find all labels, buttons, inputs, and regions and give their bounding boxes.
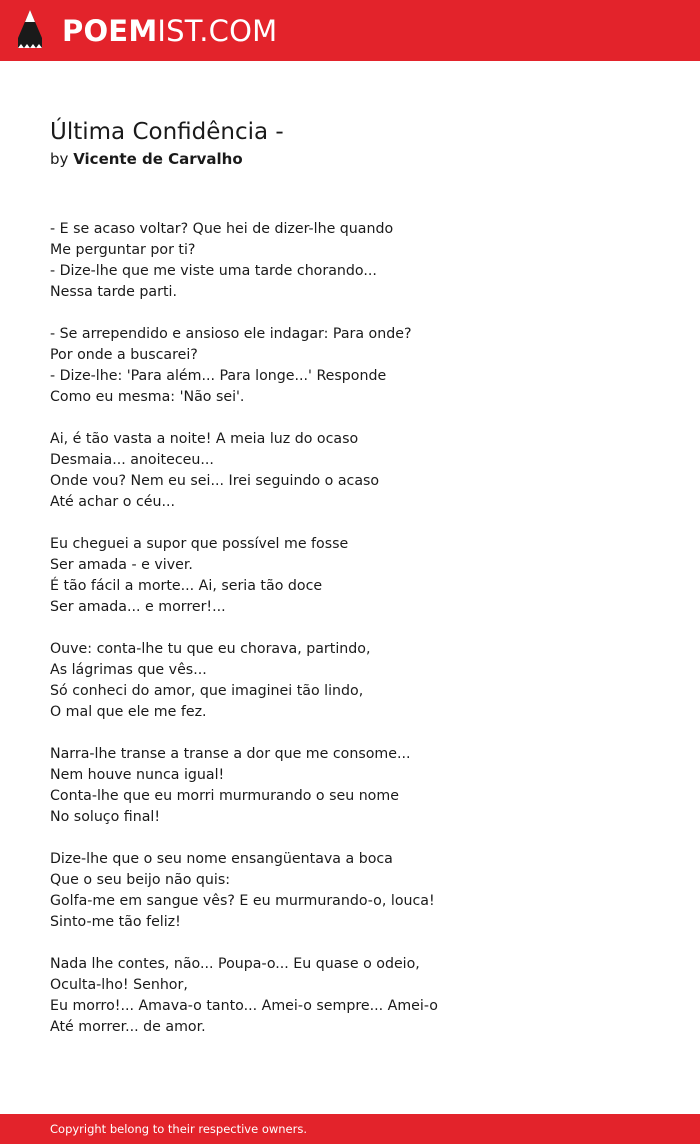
poem-line: É tão fácil a morte... Ai, seria tão doce xyxy=(50,578,323,594)
poem-line: Oculta-lho! Senhor, xyxy=(50,977,188,993)
poem-line: Que o seu beijo não quis: xyxy=(50,872,231,888)
poem-body xyxy=(50,219,670,1059)
poem-line: Nada lhe contes, não... Poupa-o... Eu quase o odeio, xyxy=(50,956,420,972)
poem-line: Dize-lhe que o seu nome ensangüentava a boca xyxy=(50,851,393,867)
poem-title: Última Confidência - xyxy=(50,119,284,145)
poem-line: Conta-lhe que eu morri murmurando o seu nome xyxy=(50,788,399,804)
poem-line: Golfa-me em sangue vês? E eu murmurando-o, louca! xyxy=(50,893,435,909)
author-name: Vicente de Carvalho xyxy=(73,150,243,168)
logo-rest-text: IST.COM xyxy=(157,14,278,48)
poem-line: Desmaia... anoiteceu... xyxy=(50,452,214,468)
stanza xyxy=(50,324,670,408)
poem-line: As lágrimas que vês... xyxy=(50,662,207,678)
stanza xyxy=(50,744,670,828)
poem-line: Por onde a buscarei? xyxy=(50,347,198,363)
site-footer xyxy=(0,1114,700,1144)
stanza xyxy=(50,534,670,618)
poem-line: Narra-lhe transe a transe a dor que me consome... xyxy=(50,746,411,762)
site-header xyxy=(0,0,700,61)
poem-line: - Se arrependido e ansioso ele indagar: Para onde? xyxy=(50,326,412,342)
stanza xyxy=(50,639,670,723)
poem-line: Onde vou? Nem eu sei... Irei seguindo o acaso xyxy=(50,473,380,489)
poem-line: Nessa tarde parti. xyxy=(50,284,177,300)
pencil-icon[interactable] xyxy=(16,8,44,54)
site-logo[interactable] xyxy=(62,14,277,48)
stanza xyxy=(50,219,670,303)
poem-line: Eu cheguei a supor que possível me fosse xyxy=(50,536,349,552)
poem-line: Só conheci do amor, que imaginei tão lindo, xyxy=(50,683,364,699)
poem-line: Eu morro!... Amava-o tanto... Amei-o sempre... Amei-o xyxy=(50,998,438,1014)
poem-line: - Dize-lhe: 'Para além... Para longe...' Responde xyxy=(50,368,387,384)
stanza xyxy=(50,849,670,933)
byline xyxy=(50,149,243,169)
poem-line: Como eu mesma: 'Não sei'. xyxy=(50,389,245,405)
poem-line: Me perguntar por ti? xyxy=(50,242,196,258)
poem-line: Ai, é tão vasta a noite! A meia luz do ocaso xyxy=(50,431,359,447)
copyright-notice: Copyright belong to their respective owners. xyxy=(50,1122,308,1136)
poem-line: Até morrer... de amor. xyxy=(50,1019,206,1035)
poem-line: O mal que ele me fez. xyxy=(50,704,207,720)
poem-line: Ouve: conta-lhe tu que eu chorava, partindo, xyxy=(50,641,371,657)
poem-line: Ser amada... e morrer!... xyxy=(50,599,226,615)
poem-line: Nem houve nunca igual! xyxy=(50,767,225,783)
poem-line: - Dize-lhe que me viste uma tarde chorando... xyxy=(50,263,377,279)
logo-bold-text: POEM xyxy=(62,14,158,48)
poem-line: Sinto-me tão feliz! xyxy=(50,914,181,930)
stanza xyxy=(50,954,670,1038)
poem-line: No soluço final! xyxy=(50,809,161,825)
by-label: by xyxy=(50,150,69,168)
poem-line: Até achar o céu... xyxy=(50,494,176,510)
stanza xyxy=(50,429,670,513)
poem-line: - E se acaso voltar? Que hei de dizer-lhe quando xyxy=(50,221,394,237)
poem-line: Ser amada - e viver. xyxy=(50,557,193,573)
